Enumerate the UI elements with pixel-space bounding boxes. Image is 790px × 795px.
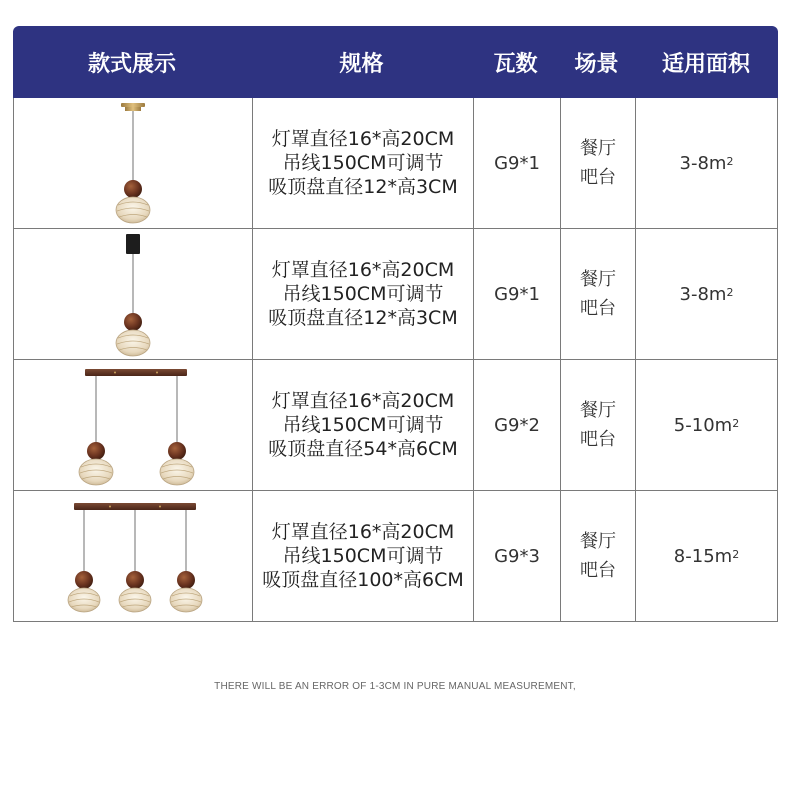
- header-area: 适用面积: [661, 51, 750, 77]
- scene-line: 吧台: [580, 429, 616, 450]
- product-image-double: [14, 360, 252, 490]
- scene-line: 吧台: [580, 167, 616, 188]
- product-image-single-brass: [14, 98, 252, 228]
- spec-cell: [252, 229, 473, 359]
- product-image-single-black: [14, 229, 252, 359]
- scene-line: 餐厅: [580, 531, 616, 552]
- area-cell: [635, 98, 777, 228]
- watt-cell: G9*1: [473, 98, 560, 228]
- spec-line: 吸顶盘直径54*高6CM: [268, 438, 458, 460]
- header-watt: 瓦数: [493, 51, 538, 77]
- spec-line: 吸顶盘直径12*高3CM: [268, 307, 458, 329]
- spec-cell: [252, 491, 473, 621]
- area-value: 8-15m: [673, 545, 733, 567]
- table-row: [14, 359, 777, 490]
- spec-table: [13, 26, 778, 622]
- scene-line: 餐厅: [580, 400, 616, 421]
- watt-cell: G9*3: [473, 491, 560, 621]
- spec-cell: [252, 98, 473, 228]
- area-unit-sup: 2: [732, 416, 740, 430]
- spec-line: 吸顶盘直径100*高6CM: [262, 569, 464, 591]
- scene-line: 餐厅: [580, 269, 616, 290]
- spec-line: 吊线150CM可调节: [282, 283, 444, 305]
- area-unit-sup: 2: [732, 547, 740, 561]
- product-image-triple: [14, 491, 252, 621]
- area-value: 3-8m: [679, 283, 727, 305]
- area-value: 5-10m: [673, 414, 733, 436]
- table-row: [14, 490, 777, 621]
- pendant-lamp-image: [15, 230, 251, 358]
- area-value: 3-8m: [679, 152, 727, 174]
- scene-cell: [560, 98, 635, 228]
- scene-cell: [560, 360, 635, 490]
- spec-cell: [252, 360, 473, 490]
- table-row: [14, 98, 777, 228]
- spec-line: 吊线150CM可调节: [282, 545, 444, 567]
- watt-cell: G9*1: [473, 229, 560, 359]
- scene-cell: [560, 229, 635, 359]
- header-spec: 规格: [339, 51, 384, 77]
- spec-line: 灯罩直径16*高20CM: [271, 521, 455, 543]
- spec-line: 吊线150CM可调节: [282, 414, 444, 436]
- spec-line: 灯罩直径16*高20CM: [271, 259, 455, 281]
- area-cell: [635, 360, 777, 490]
- header-style: 款式展示: [87, 51, 176, 77]
- scene-line: 吧台: [580, 298, 616, 319]
- pendant-lamp-image: [15, 492, 251, 620]
- table-header: [13, 26, 778, 98]
- area-cell: [635, 229, 777, 359]
- measurement-footnote: THERE WILL BE AN ERROR OF 1-3CM IN PURE MANUAL MEASUREMENT,: [214, 681, 576, 692]
- area-unit-sup: 2: [726, 285, 734, 299]
- table-body: [13, 98, 778, 622]
- pendant-lamp-image: [15, 99, 251, 227]
- scene-line: 餐厅: [580, 138, 616, 159]
- watt-cell: G9*2: [473, 360, 560, 490]
- spec-line: 灯罩直径16*高20CM: [271, 128, 455, 150]
- area-unit-sup: 2: [726, 154, 734, 168]
- scene-cell: [560, 491, 635, 621]
- spec-line: 灯罩直径16*高20CM: [271, 390, 455, 412]
- area-cell: [635, 491, 777, 621]
- spec-line: 吊线150CM可调节: [282, 152, 444, 174]
- header-scene: 场景: [574, 51, 619, 77]
- table-row: [14, 228, 777, 359]
- scene-line: 吧台: [580, 560, 616, 581]
- pendant-lamp-image: [15, 361, 251, 489]
- spec-line: 吸顶盘直径12*高3CM: [268, 176, 458, 198]
